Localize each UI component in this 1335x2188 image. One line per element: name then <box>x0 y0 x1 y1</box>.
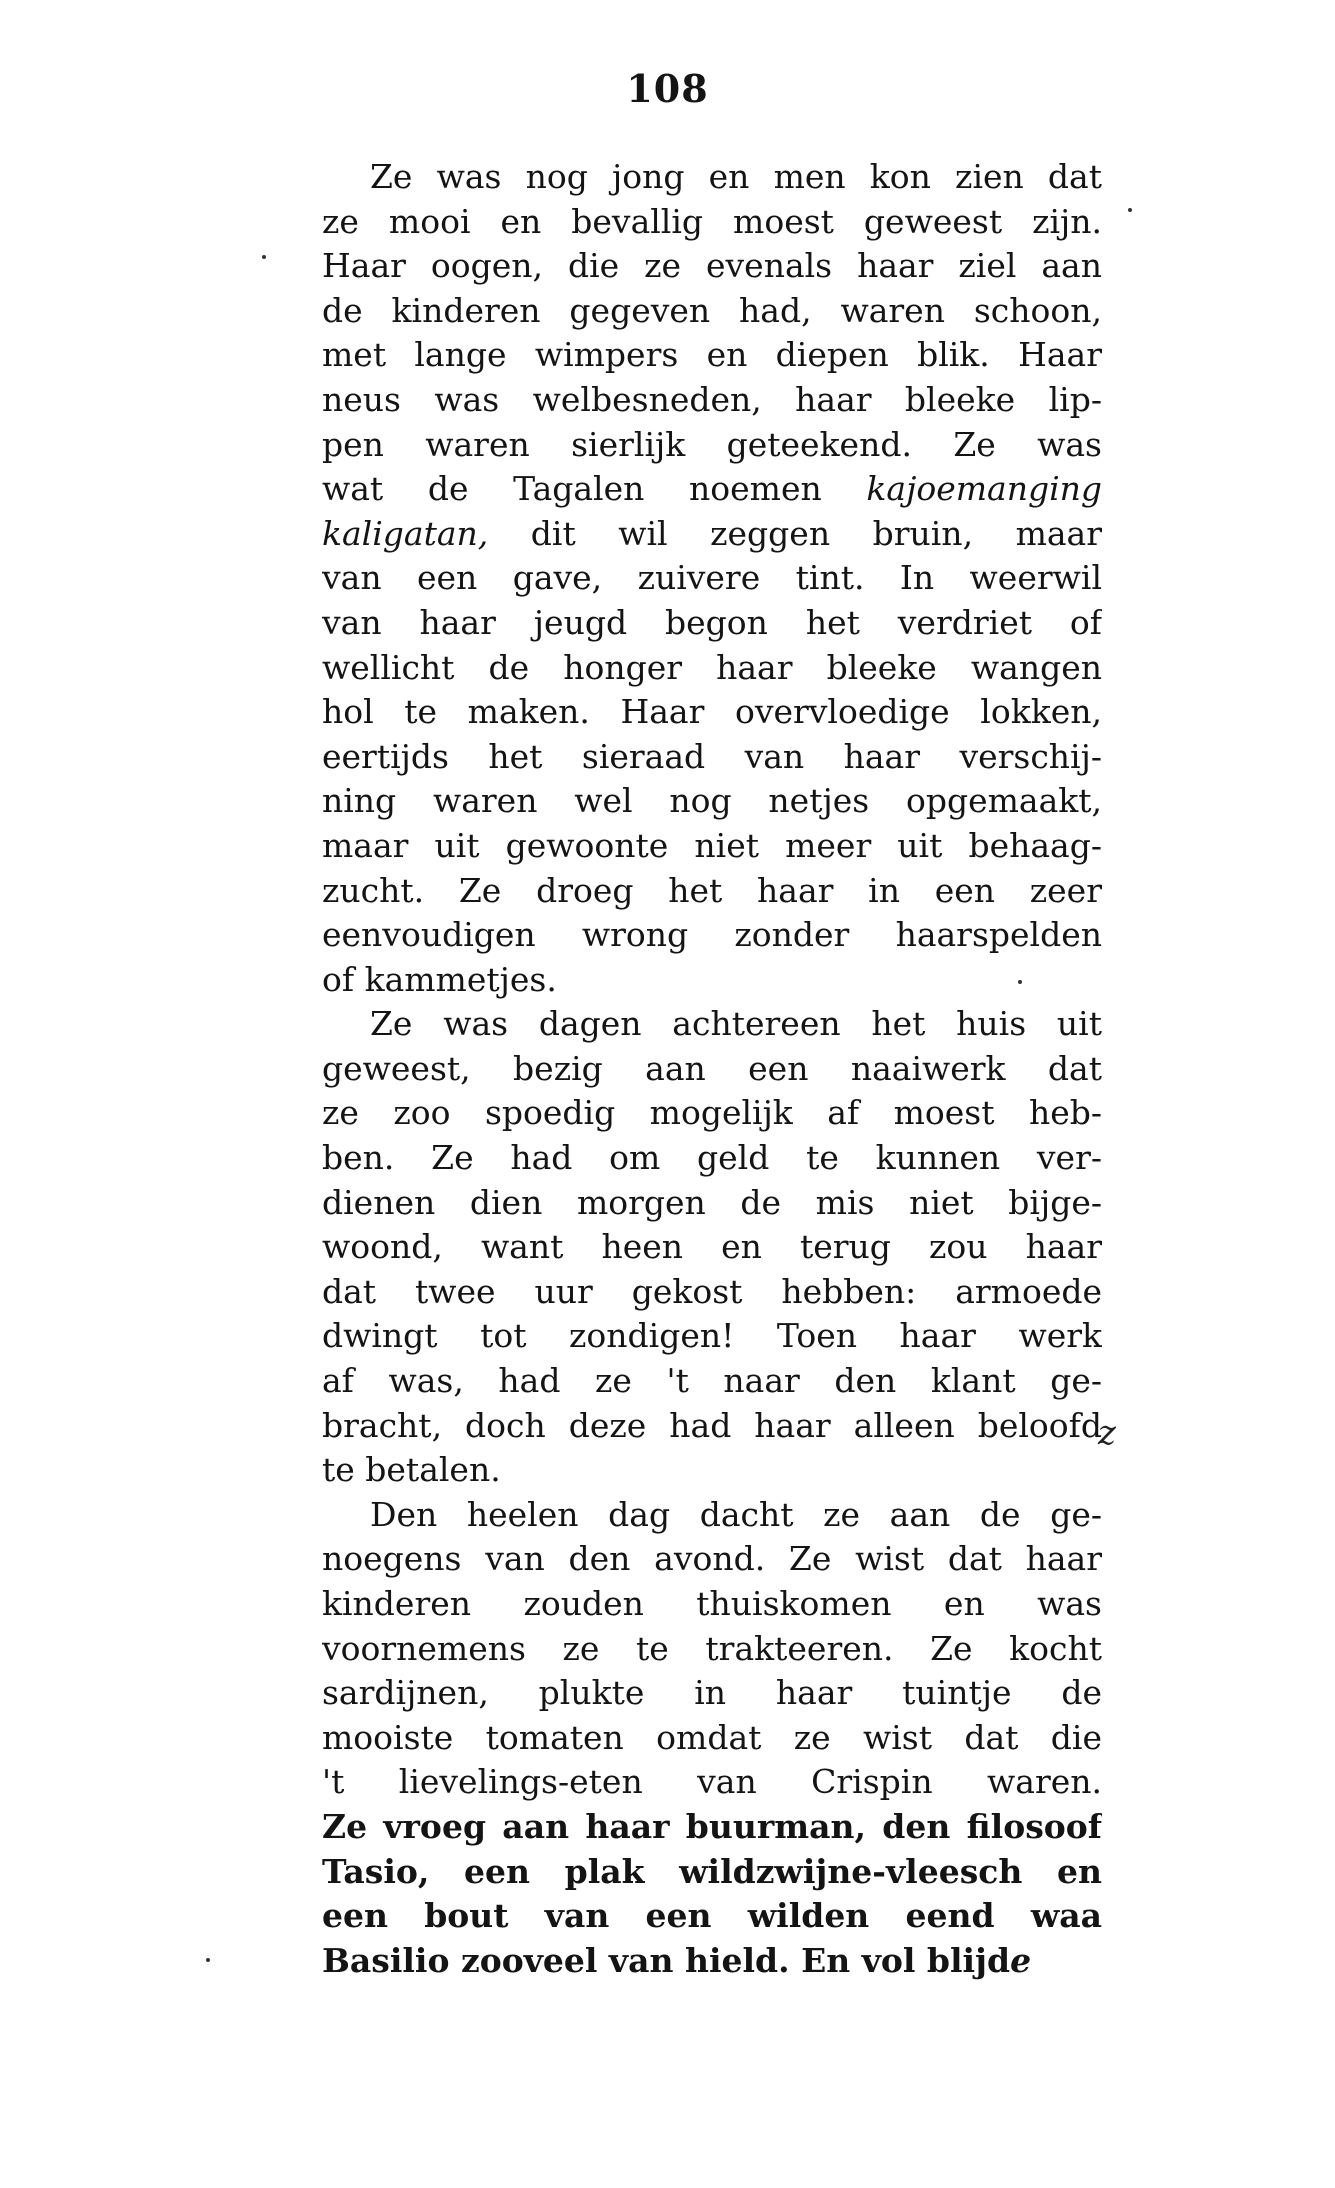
text-line <box>322 467 1102 512</box>
text-line: hol te maken. Haar overvloedige lokken, <box>322 692 1102 732</box>
text-line: pen waren sierlijk geteekend. Ze was <box>322 424 1102 464</box>
text-line: met lange wimpers en diepen blik. Haar <box>322 335 1102 375</box>
page-body <box>322 155 1102 1983</box>
text-line: af was, had ze 't naar den klant ge- <box>322 1361 1102 1401</box>
text-line: voornemens ze te trakteeren. Ze kocht <box>322 1628 1102 1668</box>
text-line: eenvoudigen wrong zonder haarspelden <box>322 915 1102 955</box>
text-line: een bout van een wilden eend waa <box>322 1896 1102 1936</box>
text-line: geweest, bezig aan een naaiwerk dat <box>322 1048 1102 1088</box>
text-line: te betalen. <box>322 1450 501 1490</box>
print-speck <box>1018 980 1022 984</box>
italic-term: kajoemanging <box>866 469 1102 509</box>
text-line: Ze was nog jong en men kon zien dat <box>370 157 1102 196</box>
print-speck <box>262 255 266 259</box>
text-fragment: wat de Tagalen noemen <box>322 469 822 509</box>
text-line: 't lievelings-eten van Crispin waren. <box>322 1762 1102 1802</box>
text-line: de kinderen gegeven had, waren schoon, <box>322 290 1102 330</box>
text-line: Den heelen dag dacht ze aan de ge- <box>370 1494 1102 1534</box>
text-line: eertijds het sieraad van haar verschij- <box>322 736 1102 776</box>
text-line: kinderen zouden thuiskomen en was <box>322 1584 1102 1623</box>
text-line: Haar oogen, die ze evenals haar ziel aan <box>322 246 1102 286</box>
text-line: ben. Ze had om geld te kunnen ver- <box>322 1138 1102 1178</box>
text-line: zucht. Ze droeg het haar in een zeer <box>322 870 1102 910</box>
text-line: mooiste tomaten omdat ze wist dat die <box>322 1717 1102 1757</box>
text-line: of kammetjes. <box>322 959 557 999</box>
text-line: ning waren wel nog netjes opgemaakt, <box>322 781 1102 821</box>
text-line: bracht, doch deze had haar alleen beloofd <box>322 1405 1102 1445</box>
text-line: dienen dien morgen de mis niet bijge- <box>322 1182 1102 1222</box>
text-line: dat twee uur gekost hebben: armoede <box>322 1271 1102 1311</box>
text-line: van haar jeugd begon het verdriet of <box>322 602 1102 642</box>
text-line <box>322 1939 1102 1984</box>
text-line: noegens van den avond. Ze wist dat haar <box>322 1539 1102 1579</box>
text-line <box>322 512 1102 557</box>
text-line: ze mooi en bevallig moest geweest zijn. <box>322 201 1102 241</box>
text-fragment: Basilio zooveel van hield. En vol blijd <box>322 1940 1011 1980</box>
text-line: sardijnen, plukte in haar tuintje de <box>322 1673 1102 1713</box>
italic-term: kaligatan, <box>322 513 489 553</box>
text-line: neus was welbesneden, haar bleeke lip- <box>322 379 1102 419</box>
text-line: maar uit gewoonte niet meer uit behaag- <box>322 825 1102 865</box>
page-number: 108 <box>626 66 709 111</box>
text-fragment: dit wil zeggen bruin, maar <box>530 513 1102 553</box>
handwritten-ending: e <box>1010 1940 1032 1980</box>
text-line: Ze was dagen achtereen het huis uit <box>370 1004 1102 1044</box>
print-speck <box>1128 208 1132 212</box>
text-line: van een gave, zuivere tint. In weerwil <box>322 558 1102 598</box>
text-line: Ze vroeg aan haar buurman, den filosoof <box>322 1806 1102 1846</box>
text-line: Tasio, een plak wildzwijne-vleesch en <box>322 1851 1102 1891</box>
print-speck <box>206 1958 210 1962</box>
text-line: woond, want heen en terug zou haar <box>322 1227 1102 1267</box>
text-line: ze zoo spoedig mogelijk af moest heb- <box>322 1093 1102 1133</box>
text-line: dwingt tot zondigen! Toen haar werk <box>322 1316 1102 1356</box>
text-line: wellicht de honger haar bleeke wangen <box>322 647 1102 687</box>
handwritten-margin-note: z <box>1098 1413 1116 1453</box>
